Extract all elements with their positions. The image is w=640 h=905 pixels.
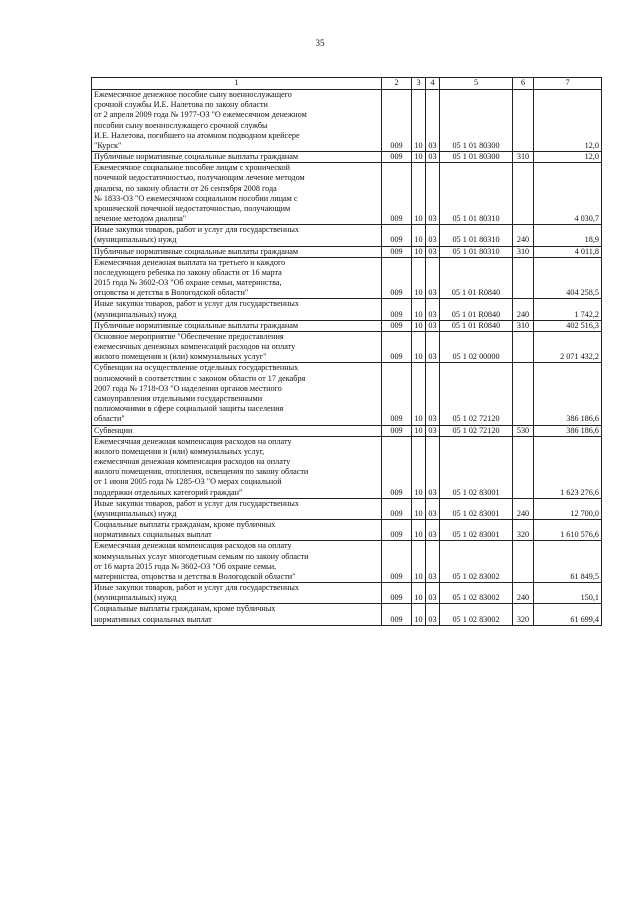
- table-row: [92, 152, 602, 163]
- amount: 150,1: [534, 583, 602, 604]
- header-col-5: 5: [440, 78, 513, 90]
- amount: 2 071 432,2: [534, 331, 602, 363]
- target-article-code: 05 1 02 72120: [440, 363, 513, 425]
- row-name: Ежемесячное денежное пособие сыну военнослужащего срочной службы И.Е. Налетова по закону области от 2 апреля 2009 года № 1977-ОЗ "О ежемесячном денежном пособии сыну военнослужащего срочной службы И.Е. Налетова, погибшего на атомном подводном крейсере "Курск": [92, 90, 382, 152]
- section-code: 10: [412, 163, 426, 225]
- row-name: Иные закупки товаров, работ и услуг для государственных (муниципальных) нужд: [92, 299, 382, 320]
- section-code: 10: [412, 520, 426, 541]
- section-code: 10: [412, 436, 426, 498]
- ministry-code: 009: [382, 246, 412, 257]
- subsection-code: 03: [426, 583, 440, 604]
- subsection-code: 03: [426, 246, 440, 257]
- section-code: 10: [412, 257, 426, 299]
- row-name: Ежемесячная денежная выплата на третьего и каждого последующего ребенка по закону области от 16 марта 2015 года № 3602-ОЗ "Об охране семьи, материнства, отцовства и детства в Вологодской области": [92, 257, 382, 299]
- expense-type-code: 310: [513, 320, 534, 331]
- ministry-code: 009: [382, 541, 412, 583]
- amount: 4 011,8: [534, 246, 602, 257]
- section-code: 10: [412, 152, 426, 163]
- section-code: 10: [412, 425, 426, 436]
- subsection-code: 03: [426, 90, 440, 152]
- subsection-code: 03: [426, 541, 440, 583]
- expense-type-code: 240: [513, 225, 534, 246]
- subsection-code: 03: [426, 257, 440, 299]
- subsection-code: 03: [426, 225, 440, 246]
- target-article-code: 05 1 02 83002: [440, 604, 513, 625]
- subsection-code: 03: [426, 498, 440, 519]
- ministry-code: 009: [382, 225, 412, 246]
- table-row: [92, 299, 602, 320]
- subsection-code: 03: [426, 604, 440, 625]
- target-article-code: 05 1 02 72120: [440, 425, 513, 436]
- section-code: 10: [412, 331, 426, 363]
- subsection-code: 03: [426, 320, 440, 331]
- subsection-code: 03: [426, 436, 440, 498]
- ministry-code: 009: [382, 299, 412, 320]
- target-article-code: 05 1 01 R0840: [440, 299, 513, 320]
- target-article-code: 05 1 01 R0840: [440, 257, 513, 299]
- target-article-code: 05 1 02 83001: [440, 436, 513, 498]
- table-row: [92, 520, 602, 541]
- amount: 1 623 276,6: [534, 436, 602, 498]
- table-row: [92, 90, 602, 152]
- page-number: 35: [315, 38, 325, 48]
- header-col-4: 4: [426, 78, 440, 90]
- expense-type-code: 240: [513, 583, 534, 604]
- subsection-code: 03: [426, 299, 440, 320]
- table-row: [92, 498, 602, 519]
- row-name: Публичные нормативные социальные выплаты гражданам: [92, 246, 382, 257]
- table-row: [92, 583, 602, 604]
- target-article-code: 05 1 02 83001: [440, 520, 513, 541]
- amount: 61 699,4: [534, 604, 602, 625]
- header-col-2: 2: [382, 78, 412, 90]
- amount: 12 700,0: [534, 498, 602, 519]
- budget-table: [91, 77, 602, 626]
- header-col-7: 7: [534, 78, 602, 90]
- row-name: Иные закупки товаров, работ и услуг для государственных (муниципальных) нужд: [92, 498, 382, 519]
- amount: 18,9: [534, 225, 602, 246]
- section-code: 10: [412, 498, 426, 519]
- section-code: 10: [412, 299, 426, 320]
- expense-type-code: [513, 257, 534, 299]
- ministry-code: 009: [382, 320, 412, 331]
- target-article-code: 05 1 01 80310: [440, 246, 513, 257]
- expense-type-code: [513, 541, 534, 583]
- subsection-code: 03: [426, 520, 440, 541]
- target-article-code: 05 1 02 83001: [440, 498, 513, 519]
- section-code: 10: [412, 541, 426, 583]
- amount: 12,0: [534, 152, 602, 163]
- ministry-code: 009: [382, 90, 412, 152]
- table-row: [92, 436, 602, 498]
- expense-type-code: 310: [513, 246, 534, 257]
- section-code: 10: [412, 604, 426, 625]
- table-row: [92, 541, 602, 583]
- expense-type-code: [513, 90, 534, 152]
- section-code: 10: [412, 246, 426, 257]
- subsection-code: 03: [426, 163, 440, 225]
- expense-type-code: [513, 331, 534, 363]
- header-col-3: 3: [412, 78, 426, 90]
- expense-type-code: 320: [513, 604, 534, 625]
- table-row: [92, 331, 602, 363]
- row-name: Иные закупки товаров, работ и услуг для государственных (муниципальных) нужд: [92, 225, 382, 246]
- target-article-code: 05 1 02 00000: [440, 331, 513, 363]
- row-name: Иные закупки товаров, работ и услуг для государственных (муниципальных) нужд: [92, 583, 382, 604]
- section-code: 10: [412, 90, 426, 152]
- section-code: 10: [412, 320, 426, 331]
- amount: 12,0: [534, 90, 602, 152]
- ministry-code: 009: [382, 436, 412, 498]
- target-article-code: 05 1 01 80300: [440, 90, 513, 152]
- ministry-code: 009: [382, 425, 412, 436]
- target-article-code: 05 1 01 80300: [440, 152, 513, 163]
- amount: 402 516,3: [534, 320, 602, 331]
- table-row: [92, 425, 602, 436]
- table-row: [92, 363, 602, 425]
- header-col-1: 1: [92, 78, 382, 90]
- target-article-code: 05 1 01 80310: [440, 225, 513, 246]
- target-article-code: 05 1 01 R0840: [440, 320, 513, 331]
- row-name: Социальные выплаты гражданам, кроме публичных нормативных социальных выплат: [92, 604, 382, 625]
- amount: 386 186,6: [534, 363, 602, 425]
- ministry-code: 009: [382, 498, 412, 519]
- table-row: [92, 246, 602, 257]
- row-name: Субвенции: [92, 425, 382, 436]
- ministry-code: 009: [382, 152, 412, 163]
- ministry-code: 009: [382, 604, 412, 625]
- row-name: Ежемесячное социальное пособие лицам с хронической почечной недостаточностью, получающим лечение методом диализа, по закону области от 26 сентября 2008 года № 1833-ОЗ "О ежемесячном социальном пособии лицам с хронической почечной недостаточностью, получающим лечение методом диализа": [92, 163, 382, 225]
- amount: 1 742,2: [534, 299, 602, 320]
- table-row: [92, 225, 602, 246]
- row-name: Основное мероприятие "Обеспечение предоставления ежемесячных денежных компенсаций расходов на оплату жилого помещения и (или) коммунальных услуг": [92, 331, 382, 363]
- table-body: [92, 90, 602, 626]
- table-row: [92, 257, 602, 299]
- table-row: [92, 604, 602, 625]
- subsection-code: 03: [426, 425, 440, 436]
- ministry-code: 009: [382, 520, 412, 541]
- table-row: [92, 320, 602, 331]
- subsection-code: 03: [426, 331, 440, 363]
- expense-type-code: [513, 436, 534, 498]
- ministry-code: 009: [382, 257, 412, 299]
- table-row: [92, 163, 602, 225]
- expense-type-code: [513, 163, 534, 225]
- expense-type-code: 320: [513, 520, 534, 541]
- subsection-code: 03: [426, 363, 440, 425]
- section-code: 10: [412, 225, 426, 246]
- row-name: Субвенции на осуществление отдельных государственных полномочий в соответствии с законом области от 17 декабря 2007 года № 1718-ОЗ "О наделении органов местного самоуправления отдельными государственными полномочиями в сфере социальной защиты населения области": [92, 363, 382, 425]
- target-article-code: 05 1 02 83002: [440, 541, 513, 583]
- expense-type-code: [513, 363, 534, 425]
- ministry-code: 009: [382, 363, 412, 425]
- row-name: Ежемесячная денежная компенсация расходов на оплату жилого помещения и (или) коммунальных услуг, ежемесячная денежная компенсация расходов на оплату жилого помещения, отопления, освещения по закону области от 1 июня 2005 года № 1285-ОЗ "О мерах социальной поддержки отдельных категорий граждан": [92, 436, 382, 498]
- amount: 61 849,5: [534, 541, 602, 583]
- amount: 4 030,7: [534, 163, 602, 225]
- section-code: 10: [412, 583, 426, 604]
- subsection-code: 03: [426, 152, 440, 163]
- target-article-code: 05 1 01 80310: [440, 163, 513, 225]
- ministry-code: 009: [382, 163, 412, 225]
- amount: 1 610 576,6: [534, 520, 602, 541]
- amount: 386 186,6: [534, 425, 602, 436]
- row-name: Социальные выплаты гражданам, кроме публичных нормативных социальных выплат: [92, 520, 382, 541]
- ministry-code: 009: [382, 583, 412, 604]
- expense-type-code: 240: [513, 498, 534, 519]
- expense-type-code: 310: [513, 152, 534, 163]
- amount: 404 258,5: [534, 257, 602, 299]
- row-name: Публичные нормативные социальные выплаты гражданам: [92, 152, 382, 163]
- header-row: [92, 78, 602, 90]
- expense-type-code: 530: [513, 425, 534, 436]
- section-code: 10: [412, 363, 426, 425]
- row-name: Публичные нормативные социальные выплаты гражданам: [92, 320, 382, 331]
- expense-type-code: 240: [513, 299, 534, 320]
- target-article-code: 05 1 02 83002: [440, 583, 513, 604]
- header-col-6: 6: [513, 78, 534, 90]
- row-name: Ежемесячная денежная компенсация расходов на оплату коммунальных услуг многодетным семьям по закону области от 16 марта 2015 года № 3602-ОЗ "Об охране семьи, материнства, отцовства и детства в Вологодской области": [92, 541, 382, 583]
- ministry-code: 009: [382, 331, 412, 363]
